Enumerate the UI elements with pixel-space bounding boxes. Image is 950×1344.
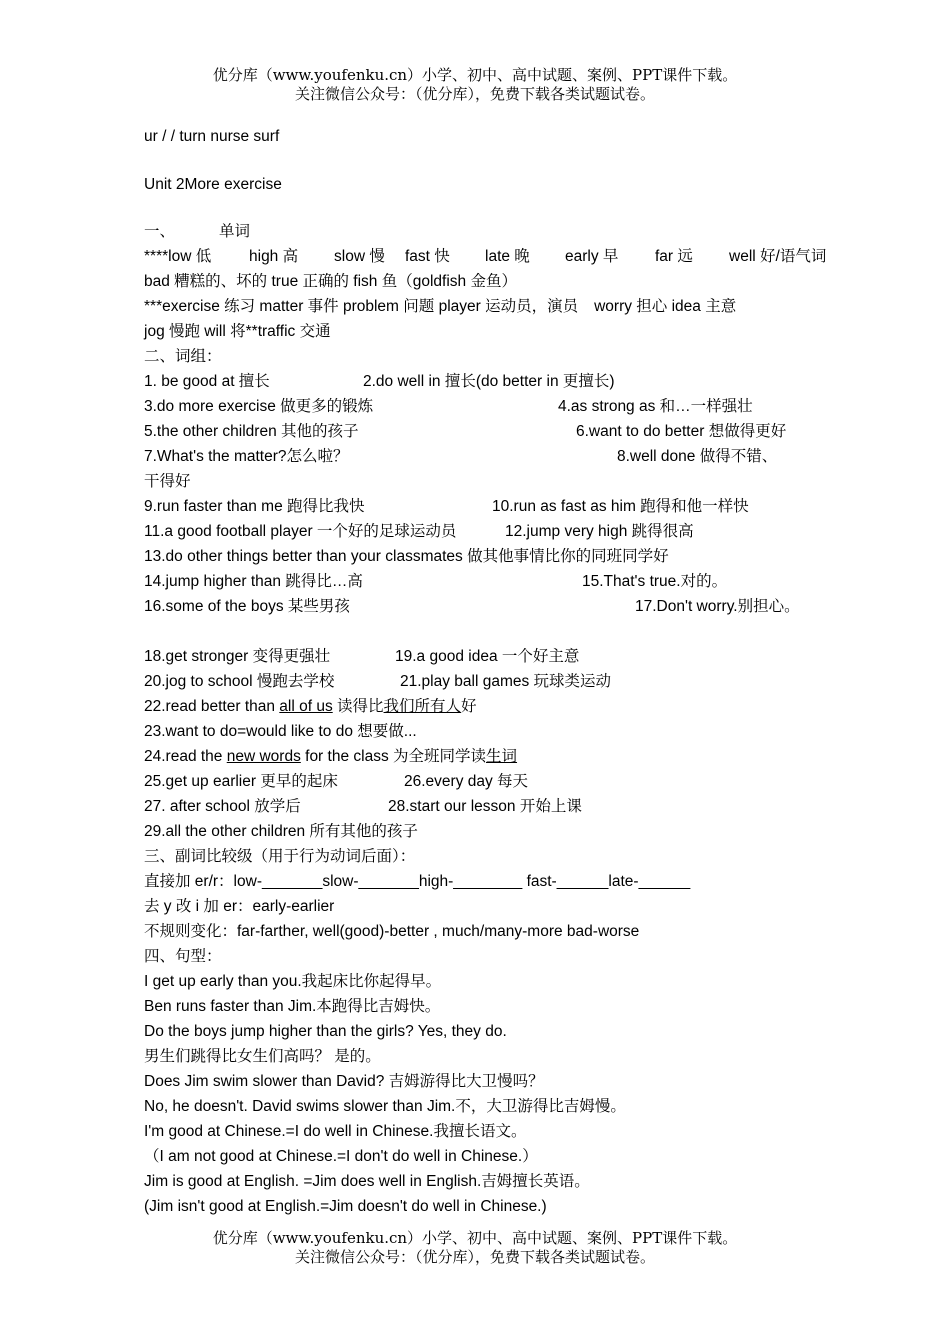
phrase-24-underlined-chinese: 生词 bbox=[486, 748, 518, 765]
phrase-25: 25.get up earlier 更早的起床 bbox=[144, 773, 338, 790]
phrase-15: 15.That's true.对的。 bbox=[582, 573, 728, 590]
word-item: ****low 低 bbox=[144, 248, 212, 265]
phrase-5: 5.the other children 其他的孩子 bbox=[144, 423, 359, 440]
phrase-2: 2.do well in 擅长(do better in 更擅长) bbox=[363, 373, 615, 390]
footer-line-2: 关注微信公众号：（优分库），免费下载各类试题试卷。 bbox=[294, 1248, 655, 1266]
page-header bbox=[0, 66, 950, 104]
phrase-28: 28.start our lesson 开始上课 bbox=[388, 798, 582, 815]
unit-title: Unit 2More exercise bbox=[144, 176, 282, 193]
phrase-24-text: for the class 为全班同学读 bbox=[300, 748, 487, 765]
page-footer bbox=[0, 1229, 950, 1267]
phrase-22-underlined-english: all of us bbox=[279, 698, 333, 715]
phrase-14: 14.jump higher than 跳得比…高 bbox=[144, 573, 363, 590]
phrase-10: 10.run as fast as him 跑得和他一样快 bbox=[492, 498, 749, 515]
section-1-heading bbox=[144, 219, 250, 244]
sentence-line: I get up early than you.我起床比你起得早。 bbox=[144, 973, 442, 990]
phrase-21: 21.play ball games 玩球类运动 bbox=[400, 673, 612, 690]
phrase-22 bbox=[144, 694, 477, 719]
phrase-7: 7.What's the matter?怎么啦？ bbox=[144, 448, 349, 465]
phrase-8-continued: 干得好 bbox=[144, 473, 191, 490]
comparative-rule-2: 去 y 改 i 加 er：early-earlier bbox=[144, 898, 335, 915]
phrase-19: 19.a good idea 一个好主意 bbox=[395, 648, 580, 665]
word-row-2: bad 糟糕的、坏的 true 正确的 fish 鱼（goldfish 金鱼） bbox=[144, 273, 517, 290]
section-4-heading: 四、句型： bbox=[144, 948, 222, 965]
phonics-line: ur / / turn nurse surf bbox=[144, 128, 280, 145]
sentence-line: Does Jim swim slower than David? 吉姆游得比大卫慢吗？ bbox=[144, 1073, 544, 1090]
section-1-number: 一、 bbox=[144, 223, 176, 240]
phrase-18: 18.get stronger 变得更强壮 bbox=[144, 648, 331, 665]
phrase-22-text: 读得比 bbox=[332, 698, 384, 715]
header-line-1: 优分库（www.youfenku.cn）小学、初中、高中试题、案例、PPT课件下载。 bbox=[212, 66, 738, 84]
section-3-heading: 三、副词比较级（用于行为动词后面）： bbox=[144, 848, 416, 865]
word-item: slow 慢 bbox=[334, 248, 385, 265]
sentence-line: Ben runs faster than Jim.本跑得比吉姆快。 bbox=[144, 998, 441, 1015]
section-1-title: 单词 bbox=[219, 223, 251, 240]
phrase-11: 11.a good football player 一个好的足球运动员 bbox=[144, 523, 457, 540]
comparative-rule-1: 直接加 er/r：low-_______slow-_______high-________ fast-______late-______ bbox=[144, 873, 691, 890]
sentence-line: No, he doesn't. David swims slower than Jim.不，大卫游得比吉姆慢。 bbox=[144, 1098, 626, 1115]
word-item: late 晚 bbox=[485, 248, 530, 265]
phrase-16: 16.some of the boys 某些男孩 bbox=[144, 598, 350, 615]
word-item: fast 快 bbox=[405, 248, 450, 265]
phrase-22-text: 22.read better than bbox=[144, 698, 280, 715]
section-2-heading: 二、词组： bbox=[144, 348, 222, 365]
sentence-line: I'm good at Chinese.=I do well in Chinese.我擅长语文。 bbox=[144, 1123, 527, 1140]
phrase-29: 29.all the other children 所有其他的孩子 bbox=[144, 823, 418, 840]
sentence-line: Jim is good at English. =Jim does well in English.吉姆擅长英语。 bbox=[144, 1173, 590, 1190]
word-item: early 早 bbox=[565, 248, 619, 265]
phrase-6: 6.want to do better 想做得更好 bbox=[576, 423, 787, 440]
comparative-rule-3: 不规则变化：far-farther, well(good)-better , much/many-more bad-worse bbox=[144, 923, 640, 940]
phrase-24 bbox=[144, 744, 517, 769]
phrase-17: 17.Don't worry.别担心。 bbox=[635, 598, 800, 615]
phrase-8: 8.well done 做得不错、 bbox=[617, 448, 778, 465]
phrase-27: 27. after school 放学后 bbox=[144, 798, 301, 815]
phrase-20: 20.jog to school 慢跑去学校 bbox=[144, 673, 335, 690]
header-line-2: 关注微信公众号：（优分库），免费下载各类试题试卷。 bbox=[294, 85, 655, 103]
footer-line-1: 优分库（www.youfenku.cn）小学、初中、高中试题、案例、PPT课件下载。 bbox=[212, 1229, 738, 1247]
sentence-line: (Jim isn't good at English.=Jim doesn't do well in Chinese.) bbox=[144, 1198, 547, 1215]
phrase-3: 3.do more exercise 做更多的锻炼 bbox=[144, 398, 374, 415]
word-row-3 bbox=[144, 294, 736, 319]
word-row-4: jog 慢跑 will 将**traffic 交通 bbox=[144, 323, 331, 340]
phrase-22-underlined-chinese: 我们所有人 bbox=[383, 698, 462, 715]
phrase-13: 13.do other things better than your classmates 做其他事情比你的同班同学好 bbox=[144, 548, 669, 565]
phrase-4: 4.as strong as 和…一样强壮 bbox=[558, 398, 753, 415]
sentence-line: 男生们跳得比女生们高吗？ 是的。 bbox=[144, 1048, 381, 1065]
word-row-3-part-b: worry 担心 idea 主意 bbox=[594, 298, 737, 315]
phrase-24-text: 24.read the bbox=[144, 748, 227, 765]
word-item: far 远 bbox=[655, 248, 693, 265]
phrase-9: 9.run faster than me 跑得比我快 bbox=[144, 498, 365, 515]
sentence-line: Do the boys jump higher than the girls? Yes, they do. bbox=[144, 1023, 507, 1040]
word-row-3-part-a: ***exercise 练习 matter 事件 problem 问题 player 运动员，演员 bbox=[144, 298, 579, 315]
word-item: well 好/语气词 bbox=[729, 248, 827, 265]
phrase-12: 12.jump very high 跳得很高 bbox=[505, 523, 694, 540]
sentence-line: （I am not good at Chinese.=I don't do well in Chinese.） bbox=[144, 1148, 538, 1165]
phrase-22-text: 好 bbox=[461, 698, 477, 715]
phrase-24-underlined-english: new words bbox=[226, 748, 301, 765]
phrase-23: 23.want to do=would like to do 想要做... bbox=[144, 723, 417, 740]
phrase-1: 1. be good at 擅长 bbox=[144, 373, 270, 390]
phrase-26: 26.every day 每天 bbox=[404, 773, 529, 790]
word-item: high 高 bbox=[249, 248, 299, 265]
